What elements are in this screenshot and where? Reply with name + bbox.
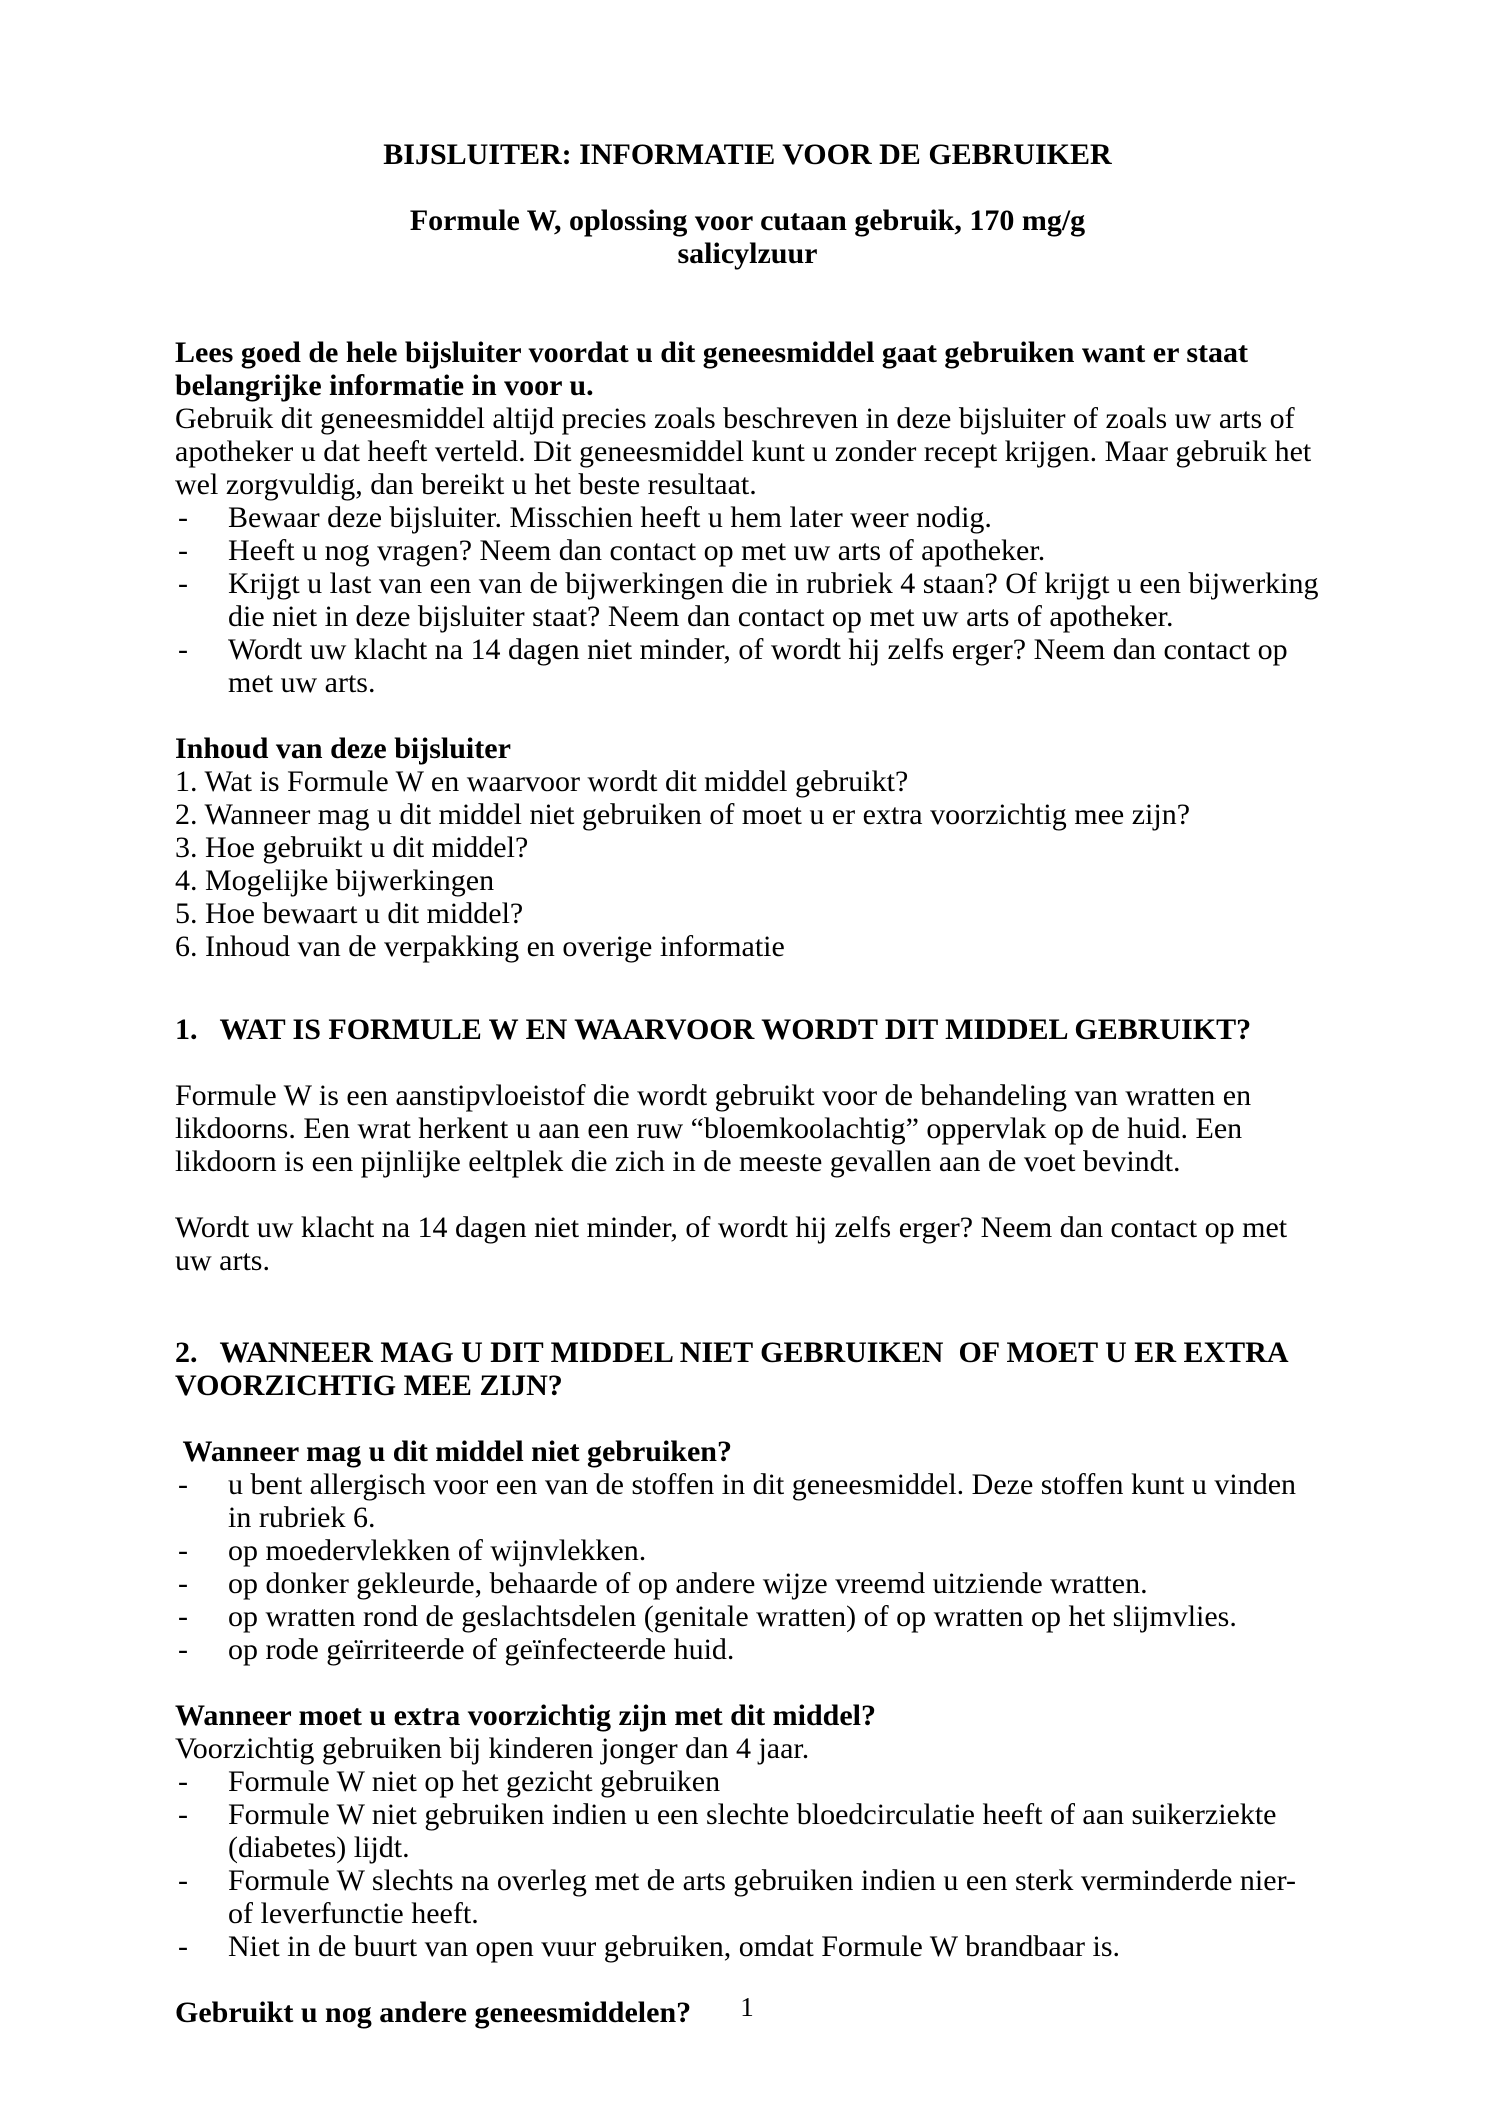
toc-item-4: 4. Mogelijke bijwerkingen [175, 864, 495, 897]
intro-paragraph: Gebruik dit geneesmiddel altijd precies zoals beschreven in deze bijsluiter of zoals uw arts of apotheker u dat heeft verteld. Dit geneesmiddel kunt u zonder recept krijgen. Maar gebruik het wel zorgvuldig, dan bereikt u het beste resultaat. [175, 402, 1319, 501]
list-item [175, 633, 1320, 699]
toc-item-6: 6. Inhoud van de verpakking en overige informatie [175, 930, 785, 963]
dash-marker: - [178, 567, 188, 600]
dash-marker: - [178, 1600, 188, 1633]
product-name: Formule W, oplossing voor cutaan gebruik, 170 mg/g [409, 204, 1086, 237]
list-item [175, 1765, 1320, 1798]
section-1-heading: 1. WAT IS FORMULE W EN WAARVOOR WORDT DIT MIDDEL GEBRUIKT? [175, 1013, 1252, 1046]
dash-marker: - [178, 534, 188, 567]
list-item [175, 1534, 1320, 1567]
list-item [175, 567, 1327, 633]
section-1-paragraph-2: Wordt uw klacht na 14 dagen niet minder, of wordt hij zelfs erger? Neem dan contact op met uw arts. [175, 1211, 1295, 1277]
toc-list [175, 765, 1320, 963]
dash-marker: - [178, 633, 188, 666]
section-1-paragraph: Formule W is een aanstipvloeistof die wordt gebruikt voor de behandeling van wratten en likdoorns. Een wrat herkent u aan een ruw “bloemkoolachtig” oppervlak op de huid. Een likdoorn is een pijnlijke eeltplek die zich in de meeste gevallen aan de voet bevindt. [175, 1079, 1259, 1178]
leaflet-content [0, 138, 1494, 2029]
active-substance: salicylzuur [677, 237, 818, 270]
dash-marker: - [178, 1930, 188, 1963]
list-item [175, 1633, 1320, 1666]
section-2-heading: 2. WANNEER MAG U DIT MIDDEL NIET GEBRUIKEN OF MOET U ER EXTRA VOORZICHTIG MEE ZIJN? [175, 1336, 1294, 1402]
caution-intro: Voorzichtig gebruiken bij kinderen jonger dan 4 jaar. [175, 1732, 810, 1765]
list-item-text: op rode geïrriteerde of geïnfecteerde huid. [228, 1633, 735, 1666]
list-item [175, 1864, 1320, 1930]
section-2-subheading-2: Wanneer moet u extra voorzichtig zijn met dit middel? [175, 1699, 876, 1732]
list-item-text: Wordt uw klacht na 14 dagen niet minder, of wordt hij zelfs erger? Neem dan contact op met uw arts. [228, 633, 1296, 699]
list-item [175, 1798, 1320, 1864]
section-2-subheading-3: Gebruikt u nog andere geneesmiddelen? [175, 1996, 692, 2029]
toc-item-1: 1. Wat is Formule W en waarvoor wordt dit middel gebruikt? [175, 765, 909, 798]
page-number: 1 [740, 1992, 754, 2022]
list-item-text: Formule W niet gebruiken indien u een slechte bloedcirculatie heeft of aan suikerziekte (diabetes) lijdt. [228, 1798, 1284, 1864]
list-item-text: Bewaar deze bijsluiter. Misschien heeft u hem later weer nodig. [228, 501, 992, 534]
caution-list [175, 1765, 1320, 1963]
dash-marker: - [178, 1633, 188, 1666]
leaflet-title: BIJSLUITER: INFORMATIE VOOR DE GEBRUIKER [383, 138, 1112, 171]
toc-item-2: 2. Wanneer mag u dit middel niet gebruiken of moet u er extra voorzichtig mee zijn? [175, 798, 1191, 831]
list-item [175, 501, 1320, 534]
list-item [175, 1600, 1320, 1633]
dash-marker: - [178, 1765, 188, 1798]
list-item-text: Niet in de buurt van open vuur gebruiken, omdat Formule W brandbaar is. [228, 1930, 1121, 1963]
lead-heading: Lees goed de hele bijsluiter voordat u dit geneesmiddel gaat gebruiken want er staat belangrijke informatie in voor u. [175, 336, 1256, 402]
list-item [175, 1930, 1320, 1963]
dash-marker: - [178, 501, 188, 534]
list-item-text: op donker gekleurde, behaarde of op andere wijze vreemd uitziende wratten. [228, 1567, 1148, 1600]
contraindication-list [175, 1468, 1320, 1666]
list-item-text: op moedervlekken of wijnvlekken. [228, 1534, 647, 1567]
list-item-text: Formule W slechts na overleg met de arts gebruiken indien u een sterk verminderde nier- of leverfunctie heeft. [228, 1864, 1304, 1930]
toc-item-5: 5. Hoe bewaart u dit middel? [175, 897, 524, 930]
toc-item-3: 3. Hoe gebruikt u dit middel? [175, 831, 529, 864]
list-item [175, 1567, 1320, 1600]
dash-marker: - [178, 1468, 188, 1501]
dash-marker: - [178, 1567, 188, 1600]
intro-bullet-list [175, 501, 1327, 699]
dash-marker: - [178, 1864, 188, 1897]
list-item [175, 1468, 1320, 1534]
dash-marker: - [178, 1534, 188, 1567]
list-item-text: Krijgt u last van een van de bijwerkingen die in rubriek 4 staan? Of krijgt u een bijwerking die niet in deze bijsluiter staat? Neem dan contact op met uw arts of apotheker. [228, 567, 1327, 633]
list-item [175, 534, 1320, 567]
dash-marker: - [178, 1798, 188, 1831]
list-item-text: Heeft u nog vragen? Neem dan contact op met uw arts of apotheker. [228, 534, 1046, 567]
section-2-subheading-1: Wanneer mag u dit middel niet gebruiken? [175, 1435, 732, 1468]
list-item-text: op wratten rond de geslachtsdelen (genitale wratten) of op wratten op het slijmvlies. [228, 1600, 1237, 1633]
list-item-text: Formule W niet op het gezicht gebruiken [228, 1765, 721, 1798]
toc-heading: Inhoud van deze bijsluiter [175, 732, 511, 765]
list-item-text: u bent allergisch voor een van de stoffen in dit geneesmiddel. Deze stoffen kunt u vinden in rubriek 6. [228, 1468, 1304, 1534]
